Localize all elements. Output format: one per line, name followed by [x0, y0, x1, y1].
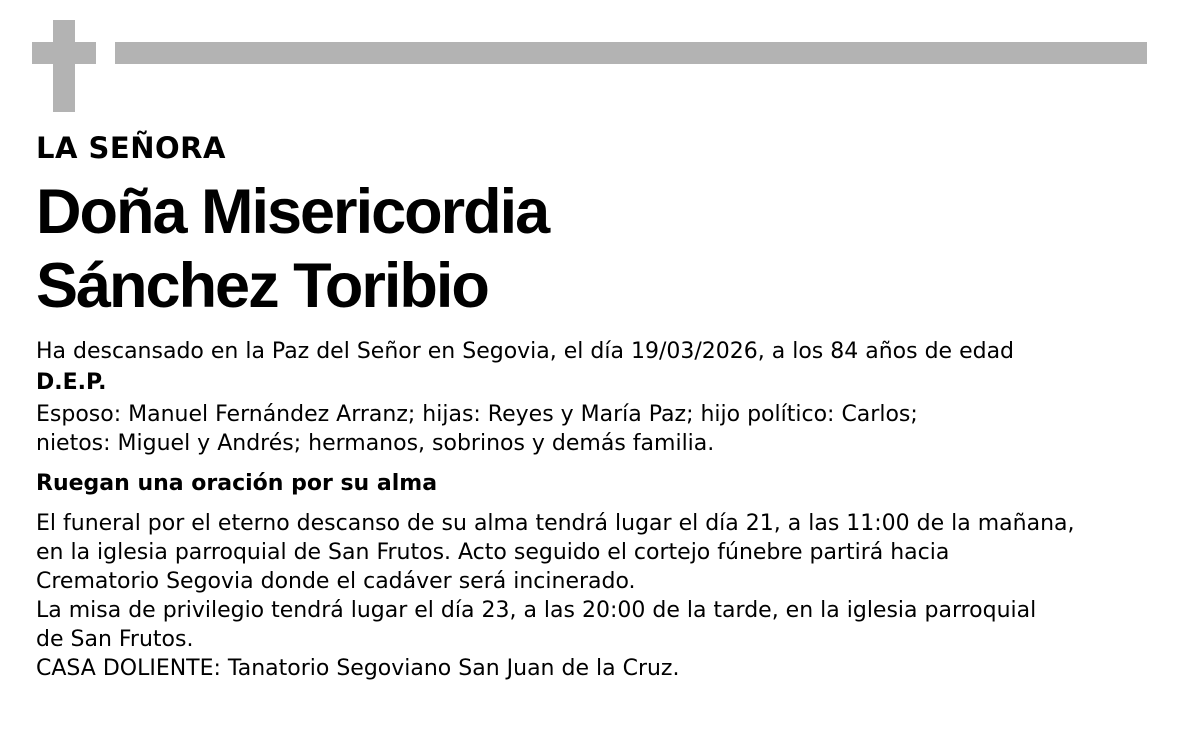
- name-line-1: Doña Misericordia: [36, 177, 549, 247]
- cross-vertical-bar: [53, 20, 75, 112]
- funeral-line-4: La misa de privilegio tendrá lugar el día 23, a las 20:00 de la tarde, en la iglesia parroquial: [36, 598, 1037, 623]
- header-rule: [115, 42, 1147, 64]
- dep-abbreviation: D.E.P.: [36, 370, 107, 395]
- cross-horizontal-bar: [32, 42, 96, 64]
- prayer-request: Ruegan una oración por su alma: [36, 471, 438, 496]
- obituary-body: [36, 127, 1156, 683]
- death-statement: Ha descansado en la Paz del Señor en Segovia, el día 19/03/2026, a los 84 años de edad: [36, 339, 1015, 364]
- family-line-1: Esposo: Manuel Fernández Arranz; hijas: Reyes y María Paz; hijo político: Carlos;: [36, 402, 918, 427]
- funeral-line-2: en la iglesia parroquial de San Frutos. Acto seguido el cortejo fúnebre partirá hacia: [36, 540, 950, 565]
- funeral-line-6: CASA DOLIENTE: Tanatorio Segoviano San Juan de la Cruz.: [36, 656, 680, 681]
- cross-icon: [32, 20, 96, 112]
- family-list: [36, 400, 1156, 458]
- funeral-line-1: El funeral por el eterno descanso de su alma tendrá lugar el día 21, a las 11:00 de la mañana,: [36, 511, 1075, 536]
- funeral-line-3: Crematorio Segovia donde el cadáver será incinerado.: [36, 569, 636, 594]
- honorific: LA SEÑORA: [36, 131, 226, 165]
- name-line-2: Sánchez Toribio: [36, 251, 488, 321]
- deceased-name: [36, 175, 1156, 323]
- funeral-details: [36, 509, 1156, 683]
- family-line-2: nietos: Miguel y Andrés; hermanos, sobrinos y demás familia.: [36, 431, 715, 456]
- funeral-line-5: de San Frutos.: [36, 627, 194, 652]
